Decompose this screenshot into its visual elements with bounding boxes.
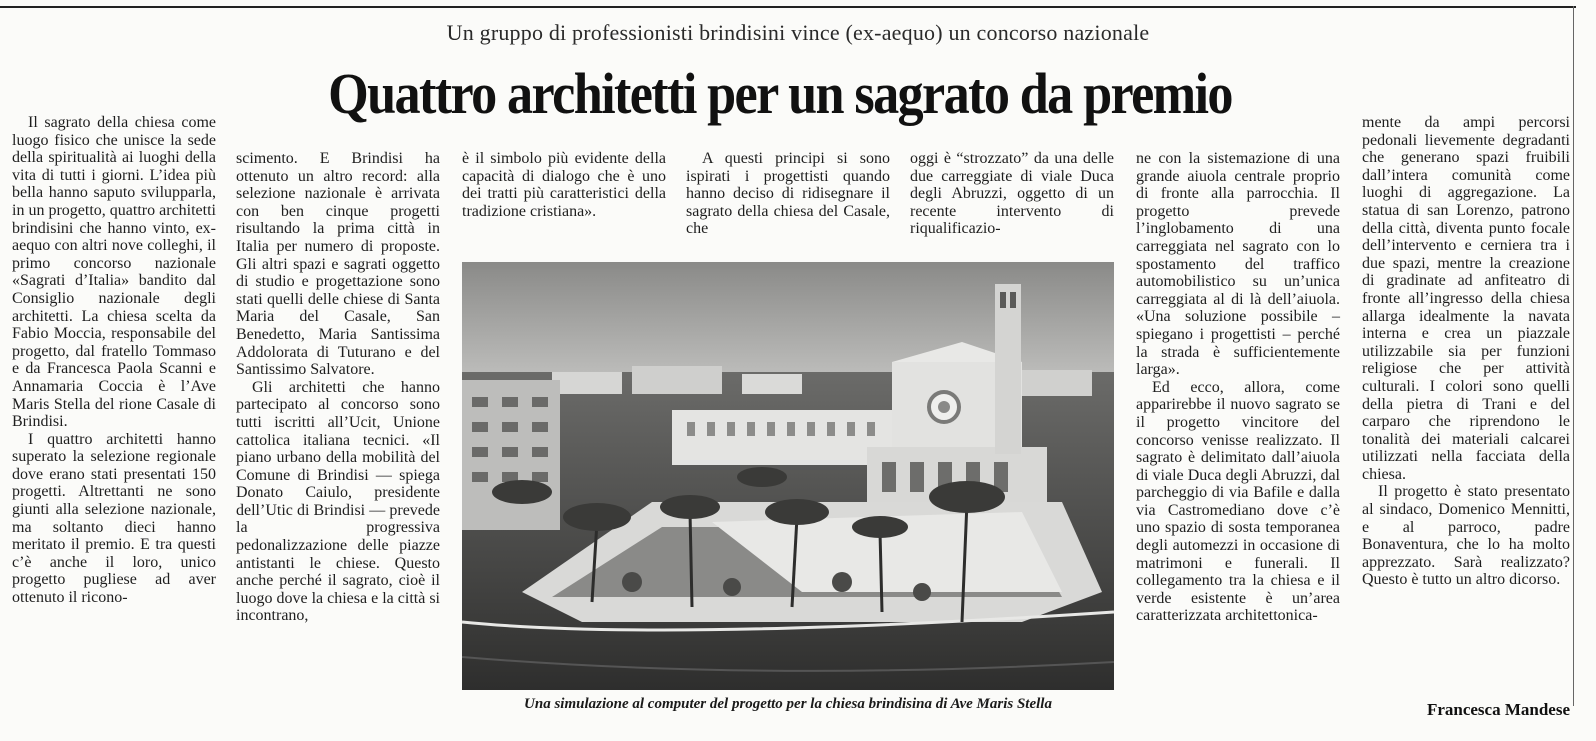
- column-1-paragraph: Il sagrato della chiesa come luogo fisico che unisce la sede della spiritualità ai luoghi della vita di tutti i giorni. L’idea più bella hanno saputo svilupparla, in un progetto, quattro architetti brindisini che hanno vinto, ex-aequo con altri nove colleghi, il primo concorso nazionale «Sagrati d’Italia» bandito dal Consiglio nazionale degli architetti. La chiesa scelta da Fabio Moccia, responsabile del progetto, dal fratello Tommaso e da Francesca Paola Scanni e Annamaria Coccia è l’Ave Maris Stella del rione Casale di Brindisi.: [12, 114, 216, 431]
- column-2-paragraph: scimento. E Brindisi ha ottenuto un altro record: alla selezione nazionale è arrivata con ben cinque progetti risultando la prima città in Italia per numero di proposte. Gli altri spazi e sagrati oggetto di studio e progettazione sono stati quelli delle chiese di Santa Maria del Casale, San Benedetto, Maria Santissima Addolorata di Tuturano e del Santissimo Salvatore.: [236, 150, 440, 379]
- top-rule: [0, 6, 1576, 8]
- column-6-paragraph: Ed ecco, allora, come apparirebbe il nuovo sagrato se il progetto vincitore del concorso venisse realizzato. Il sagrato è delimitato dall’aiuola di viale Duca degli Abruzzi, dal parcheggio di via Bafile e dalla via Castromediano dove c’è uno spazio di sosta temporanea degli automezzi in occasione di matrimoni e funerali. Il collegamento tra la chiesa e il verde esistente è un’area caratterizzata architettonica-: [1136, 378, 1340, 625]
- column-1-paragraph: I quattro architetti hanno superato la selezione regionale dove erano stati presentati 150 progetti. Altrettanti ne sono giunti alla selezione nazionale, ma soltanto dieci hanno meritato il premio. E tra questi c’è anche il loro, unico progetto pugliese ad aver ottenuto il ricono-: [12, 430, 216, 607]
- column-4-paragraph: A questi principi si sono ispirati i progettisti quando hanno deciso di ridisegnare il sagrato della chiesa del Casale, che: [686, 150, 890, 238]
- column-5: [910, 150, 1114, 238]
- column-3-paragraph: è il simbolo più evidente della capacità di dialogo che è uno dei tratti più caratteristici della tradizione cristiana».: [462, 150, 666, 220]
- column-3: [462, 150, 666, 220]
- column-7-paragraph: mente da ampi percorsi pedonali lievemente degradanti che generano spazi fruibili dall’intera comunità come luoghi di aggregazione. La statua di san Lorenzo, patrono della città, diventa punto focale dell’intervento e cerniera tra i due spazi, mentre la creazione di gradinate ad anfiteatro di fronte all’ingresso della chiesa allarga idealmente la navata interna e crea un piazzale utilizzabile sia per funzioni religiose che per attività culturali. I colori sono quelli della pietra di Trani e del carparo che riprendono le tonalità dei materiali calcarei utilizzati nella facciata della chiesa.: [1362, 114, 1570, 483]
- column-5-paragraph: oggi è “strozzato” da una delle due carreggiate di viale Duca degli Abruzzi, oggetto di un recente intervento di riqualificazio-: [910, 150, 1114, 238]
- church-square-photo: [462, 262, 1114, 690]
- column-2-paragraph: Gli architetti che hanno partecipato al concorso sono tutti iscritti all’Ucit, Unione cattolica italiana tecnici. «Il piano urbano della mobilità del Comune di Brindisi — spiega Donato Caiulo, presidente dell’Utic di Brindisi — prevede la progressiva pedonalizzazione delle piazze antistanti le chiese. Questo anche perché il sagrato, cioè il luogo dove la chiesa e la città si incontrano,: [236, 378, 440, 625]
- kicker: Un gruppo di professionisti brindisini vince (ex-aequo) un concorso nazionale: [446, 20, 1150, 45]
- column-7: [1362, 114, 1570, 589]
- photo-caption: Una simulazione al computer del progetto per la chiesa brindisina di Ave Maris Stella: [524, 696, 1052, 712]
- column-7-paragraph: Il progetto è stato presentato al sindaco, Domenico Mennitti, e al parroco, padre Bonaventura, che lo ha molto apprezzato. Sarà realizzato? Questo è tutto un altro dicorso.: [1362, 483, 1570, 589]
- column-2: [236, 150, 440, 625]
- column-1: [12, 114, 216, 607]
- column-4: [686, 150, 890, 238]
- column-6: [1136, 150, 1340, 625]
- column-6-paragraph: ne con la sistemazione di una grande aiuola centrale proprio di fronte alla parrocchia. Il progetto prevede l’inglobamento di una carreggiata nel sagrato con lo spostamento del traffico automobilistico su un’unica carreggiata al di là dell’aiuola. «Una soluzione possibile – spiegano i progettisti – perché la strada è sufficientemente larga».: [1136, 150, 1340, 379]
- byline: Francesca Mandese: [1426, 700, 1570, 719]
- headline: Quattro architetti per un sagrato da premio: [328, 61, 1232, 126]
- right-rule: [1573, 6, 1574, 706]
